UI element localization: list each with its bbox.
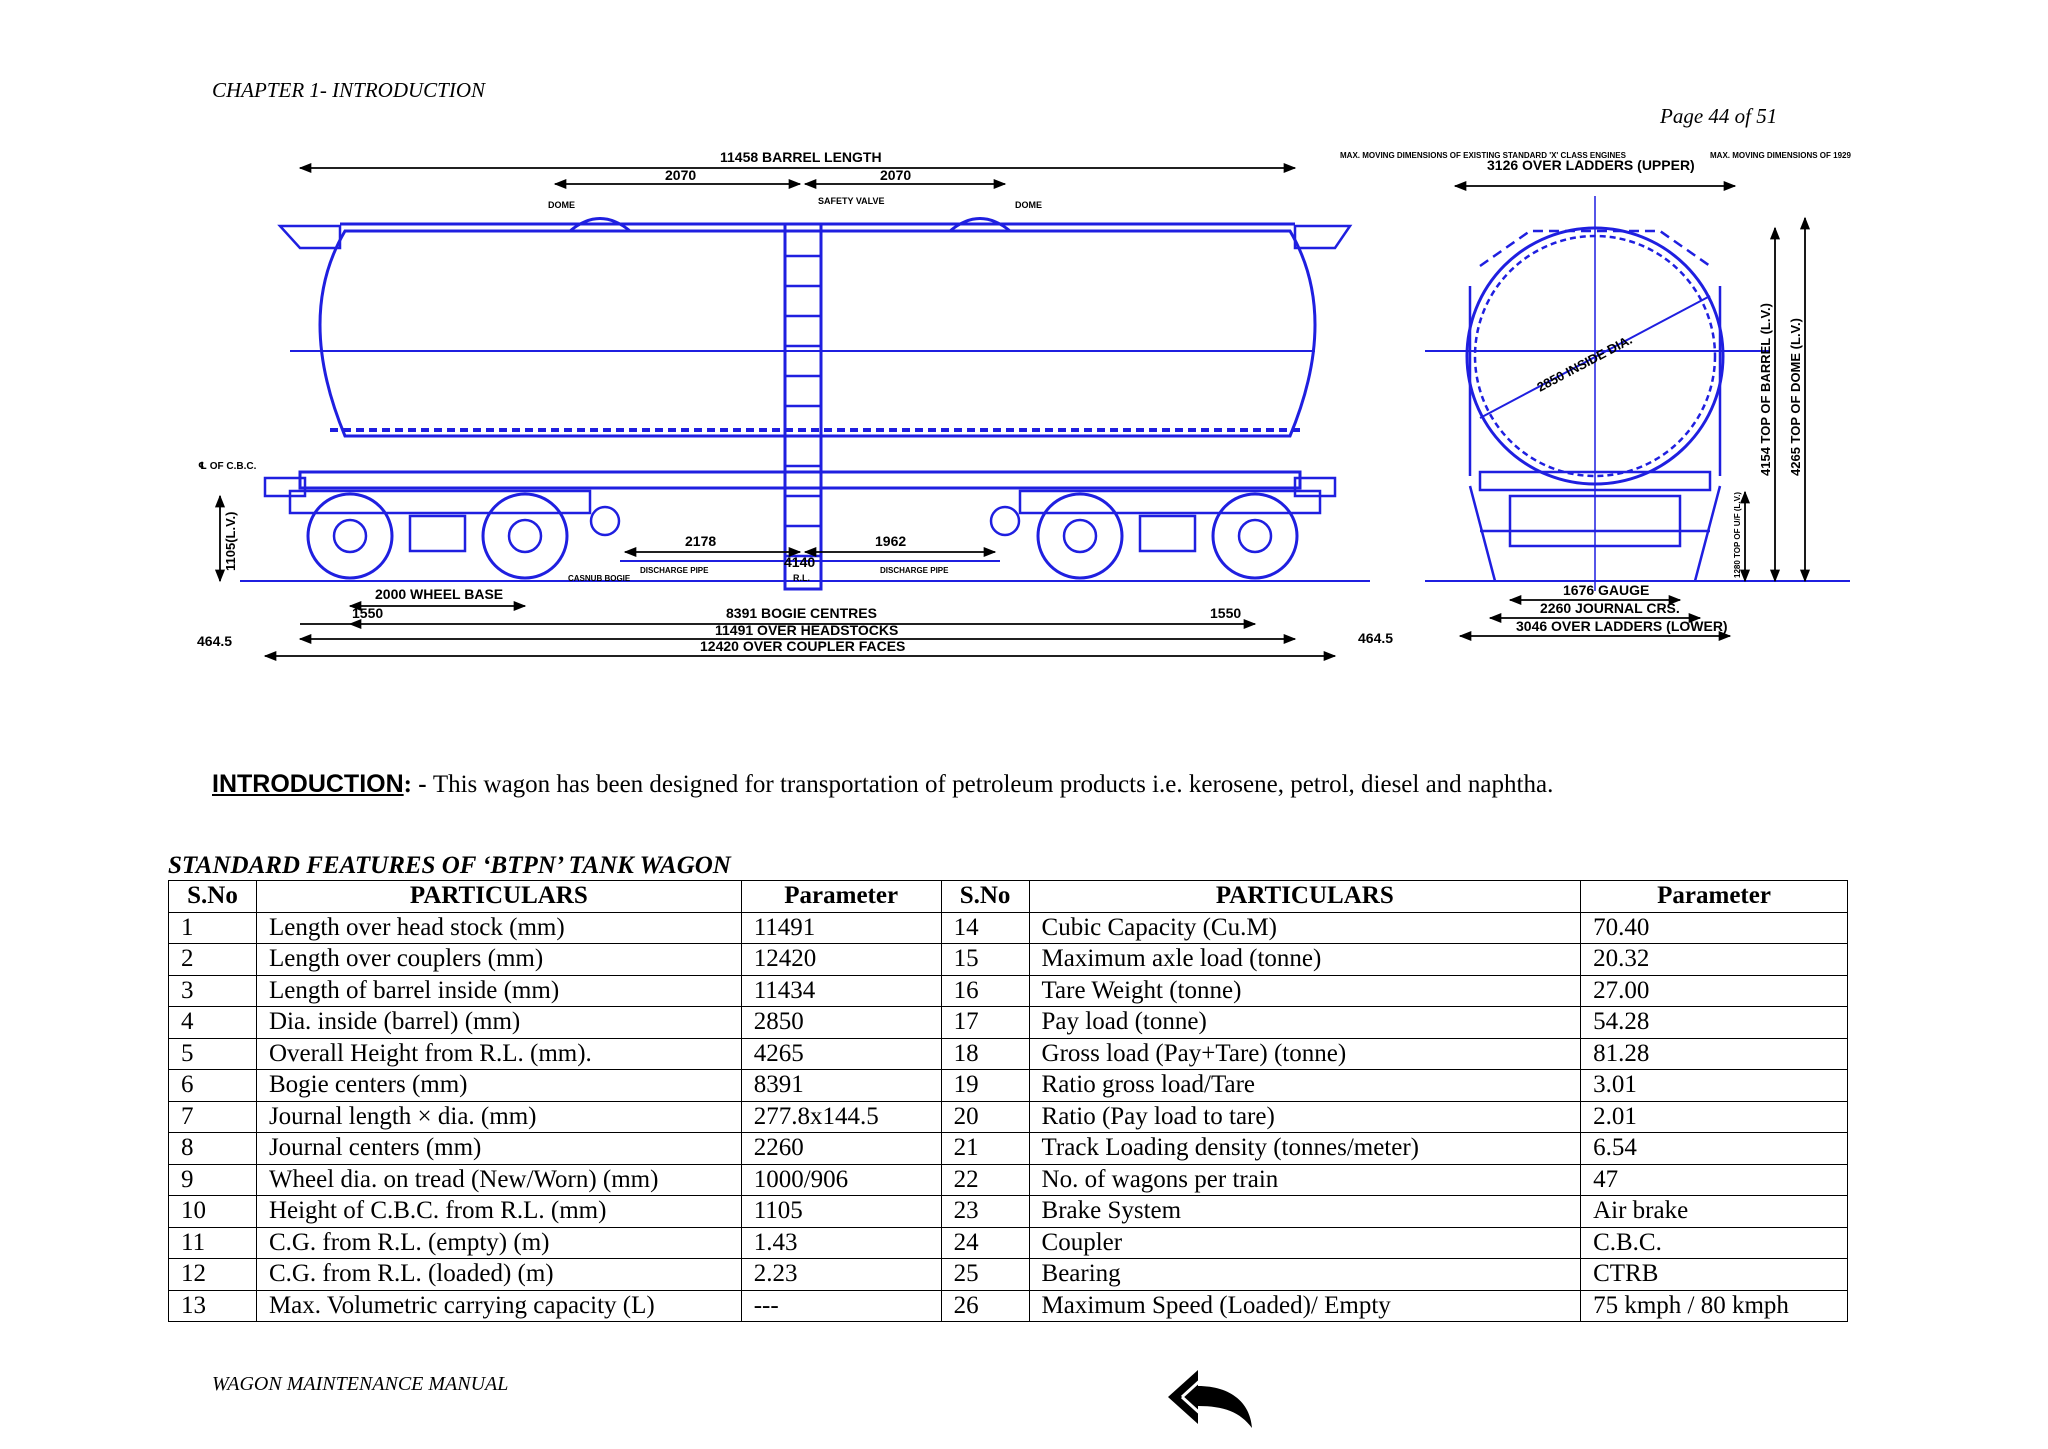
label-casnub: CASNUB BOGIE [568,574,631,583]
cell: 20.32 [1581,944,1848,976]
label-discharge-left: DISCHARGE PIPE [640,566,709,575]
cell: Pay load (tonne) [1029,1007,1581,1039]
tank-wagon-drawing [180,136,1880,696]
features-table [168,880,1848,1322]
introduction-label: INTRODUCTION [212,770,404,798]
label-bogie-centres: 8391 BOGIE CENTRES [726,605,877,621]
table-title: STANDARD FEATURES OF ‘BTPN’ TANK WAGON [168,852,731,879]
cell: 8391 [741,1070,941,1102]
table-row [169,1101,1848,1133]
cell: 1 [169,912,257,944]
cell: Bearing [1029,1259,1581,1291]
label-2070-left: 2070 [665,167,697,183]
cell: C.G. from R.L. (empty) (m) [256,1227,741,1259]
label-inside-dia: 2850 INSIDE DIA. [1534,331,1635,395]
col-header-parameter: Parameter [741,881,941,913]
side-dimensions [220,168,1335,656]
cell: 27.00 [1581,975,1848,1007]
cell: --- [741,1290,941,1322]
cell: Wheel dia. on tread (New/Worn) (mm) [256,1164,741,1196]
cell: Dia. inside (barrel) (mm) [256,1007,741,1039]
cell: Journal length × dia. (mm) [256,1101,741,1133]
label-top-uf: 1280 TOP OF U/F (L.V.) [1733,491,1742,578]
table-row [169,1196,1848,1228]
label-dome-right: DOME [1015,200,1042,210]
cell: 21 [941,1133,1029,1165]
cell: Tare Weight (tonne) [1029,975,1581,1007]
cell: Track Loading density (tonnes/meter) [1029,1133,1581,1165]
cell: 22 [941,1164,1029,1196]
cell: 2 [169,944,257,976]
cell: Height of C.B.C. from R.L. (mm) [256,1196,741,1228]
cell: 81.28 [1581,1038,1848,1070]
cell: 11 [169,1227,257,1259]
cell: Ratio (Pay load to tare) [1029,1101,1581,1133]
label-top-dome: 4265 TOP OF DOME (L.V.) [1788,318,1803,476]
cell: 12420 [741,944,941,976]
cell: 12 [169,1259,257,1291]
table-row [169,1007,1848,1039]
cell: C.B.C. [1581,1227,1848,1259]
cell: 20 [941,1101,1029,1133]
cell: 3 [169,975,257,1007]
cell: 4 [169,1007,257,1039]
cell: Air brake [1581,1196,1848,1228]
label-over-ladders-upper: 3126 OVER LADDERS (UPPER) [1487,157,1695,173]
cell: 25 [941,1259,1029,1291]
table-row [169,944,1848,976]
cell: Length over head stock (mm) [256,912,741,944]
cell: 2.23 [741,1259,941,1291]
cell: 9 [169,1164,257,1196]
col-header-particulars-2: PARTICULARS [1029,881,1581,913]
col-header-parameter-2: Parameter [1581,881,1848,913]
cell: 47 [1581,1164,1848,1196]
cell: 23 [941,1196,1029,1228]
cell: 26 [941,1290,1029,1322]
label-over-headstocks: 11491 OVER HEADSTOCKS [715,622,899,638]
cell: Length of barrel inside (mm) [256,975,741,1007]
cell: 2.01 [1581,1101,1848,1133]
cell: 14 [941,912,1029,944]
cell: 2850 [741,1007,941,1039]
table-row [169,1290,1848,1322]
introduction-paragraph [212,770,1553,799]
label-1550-left: 1550 [352,605,384,621]
label-4140: 4140 [784,554,816,570]
label-safety-valve: SAFETY VALVE [818,196,885,206]
cell: Max. Volumetric carrying capacity (L) [256,1290,741,1322]
cell: 1.43 [741,1227,941,1259]
introduction-text: This wagon has been designed for transportation of petroleum products i.e. kerosene, petrol, diesel and naphtha. [432,771,1554,798]
cell: 15 [941,944,1029,976]
cell: 1000/906 [741,1164,941,1196]
label-cbc: ℄ OF C.B.C. [198,461,257,472]
cell: 24 [941,1227,1029,1259]
chapter-header: CHAPTER 1- INTRODUCTION [212,78,486,102]
label-1550-right: 1550 [1210,605,1242,621]
cell: 11491 [741,912,941,944]
introduction-separator: : - [403,771,433,798]
cell: No. of wagons per train [1029,1164,1581,1196]
footer-manual-title: WAGON MAINTENANCE MANUAL [212,1373,509,1395]
label-max-dims-left: MAX. MOVING DIMENSIONS OF EXISTING STANDARD 'X' CLASS ENGINES [1340,151,1626,160]
cell: 19 [941,1070,1029,1102]
table-row [169,1259,1848,1291]
cell: Coupler [1029,1227,1581,1259]
cell: Brake System [1029,1196,1581,1228]
label-barrel-length: 11458 BARREL LENGTH [720,149,882,165]
cell: Overall Height from R.L. (mm). [256,1038,741,1070]
label-rl: R.L. [793,573,810,583]
label-1962: 1962 [875,533,907,549]
table-header-row [169,881,1848,913]
cell: Maximum axle load (tonne) [1029,944,1581,976]
cell: Gross load (Pay+Tare) (tonne) [1029,1038,1581,1070]
label-wheel-base: 2000 WHEEL BASE [375,586,504,602]
cell: Journal centers (mm) [256,1133,741,1165]
cell: Ratio gross load/Tare [1029,1070,1581,1102]
label-dome-left: DOME [548,200,575,210]
cell: 75 kmph / 80 kmph [1581,1290,1848,1322]
cell: 70.40 [1581,912,1848,944]
col-header-sno-2: S.No [941,881,1029,913]
label-2178: 2178 [685,533,717,549]
cell: 1105 [741,1196,941,1228]
cell: 13 [169,1290,257,1322]
cell: 4265 [741,1038,941,1070]
page-number: Page 44 of 51 [1660,104,1778,128]
label-2070-right: 2070 [880,167,912,183]
cell: Maximum Speed (Loaded)/ Empty [1029,1290,1581,1322]
label-top-barrel: 4154 TOP OF BARREL (L.V.) [1758,303,1773,476]
label-over-coupler: 12420 OVER COUPLER FACES [700,638,906,654]
cell: 8 [169,1133,257,1165]
cell: 6.54 [1581,1133,1848,1165]
side-view [240,219,1370,590]
cell: Bogie centers (mm) [256,1070,741,1102]
table-row [169,1164,1848,1196]
label-gauge: 1676 GAUGE [1563,582,1650,598]
col-header-particulars: PARTICULARS [256,881,741,913]
end-view [1425,196,1850,591]
cell: 7 [169,1101,257,1133]
cell: 17 [941,1007,1029,1039]
label-discharge-right: DISCHARGE PIPE [880,566,949,575]
cell: 5 [169,1038,257,1070]
label-over-ladders-lower: 3046 OVER LADDERS (LOWER) [1516,618,1728,634]
back-arrow-icon [1160,1362,1260,1432]
cell: 6 [169,1070,257,1102]
table-row [169,1133,1848,1165]
table-row [169,1038,1848,1070]
label-height-cbc: 1105(L.V.) [223,511,238,571]
table-row [169,975,1848,1007]
table-row [169,1070,1848,1102]
cell: 277.8x144.5 [741,1101,941,1133]
table-row [169,912,1848,944]
table-row [169,1227,1848,1259]
cell: 54.28 [1581,1007,1848,1039]
col-header-sno: S.No [169,881,257,913]
cell: Cubic Capacity (Cu.M) [1029,912,1581,944]
label-464-right: 464.5 [1358,630,1394,646]
label-max-dims-right: MAX. MOVING DIMENSIONS OF 1929 [1710,151,1851,160]
cell: CTRB [1581,1259,1848,1291]
cell: 2260 [741,1133,941,1165]
cell: 11434 [741,975,941,1007]
cell: 10 [169,1196,257,1228]
label-464-left: 464.5 [197,633,233,649]
cell: 16 [941,975,1029,1007]
cell: 3.01 [1581,1070,1848,1102]
cell: C.G. from R.L. (loaded) (m) [256,1259,741,1291]
cell: 18 [941,1038,1029,1070]
end-dimensions [1455,186,1805,636]
cell: Length over couplers (mm) [256,944,741,976]
back-button[interactable] [1160,1362,1260,1437]
label-journal-crs: 2260 JOURNAL CRS. [1540,600,1680,616]
